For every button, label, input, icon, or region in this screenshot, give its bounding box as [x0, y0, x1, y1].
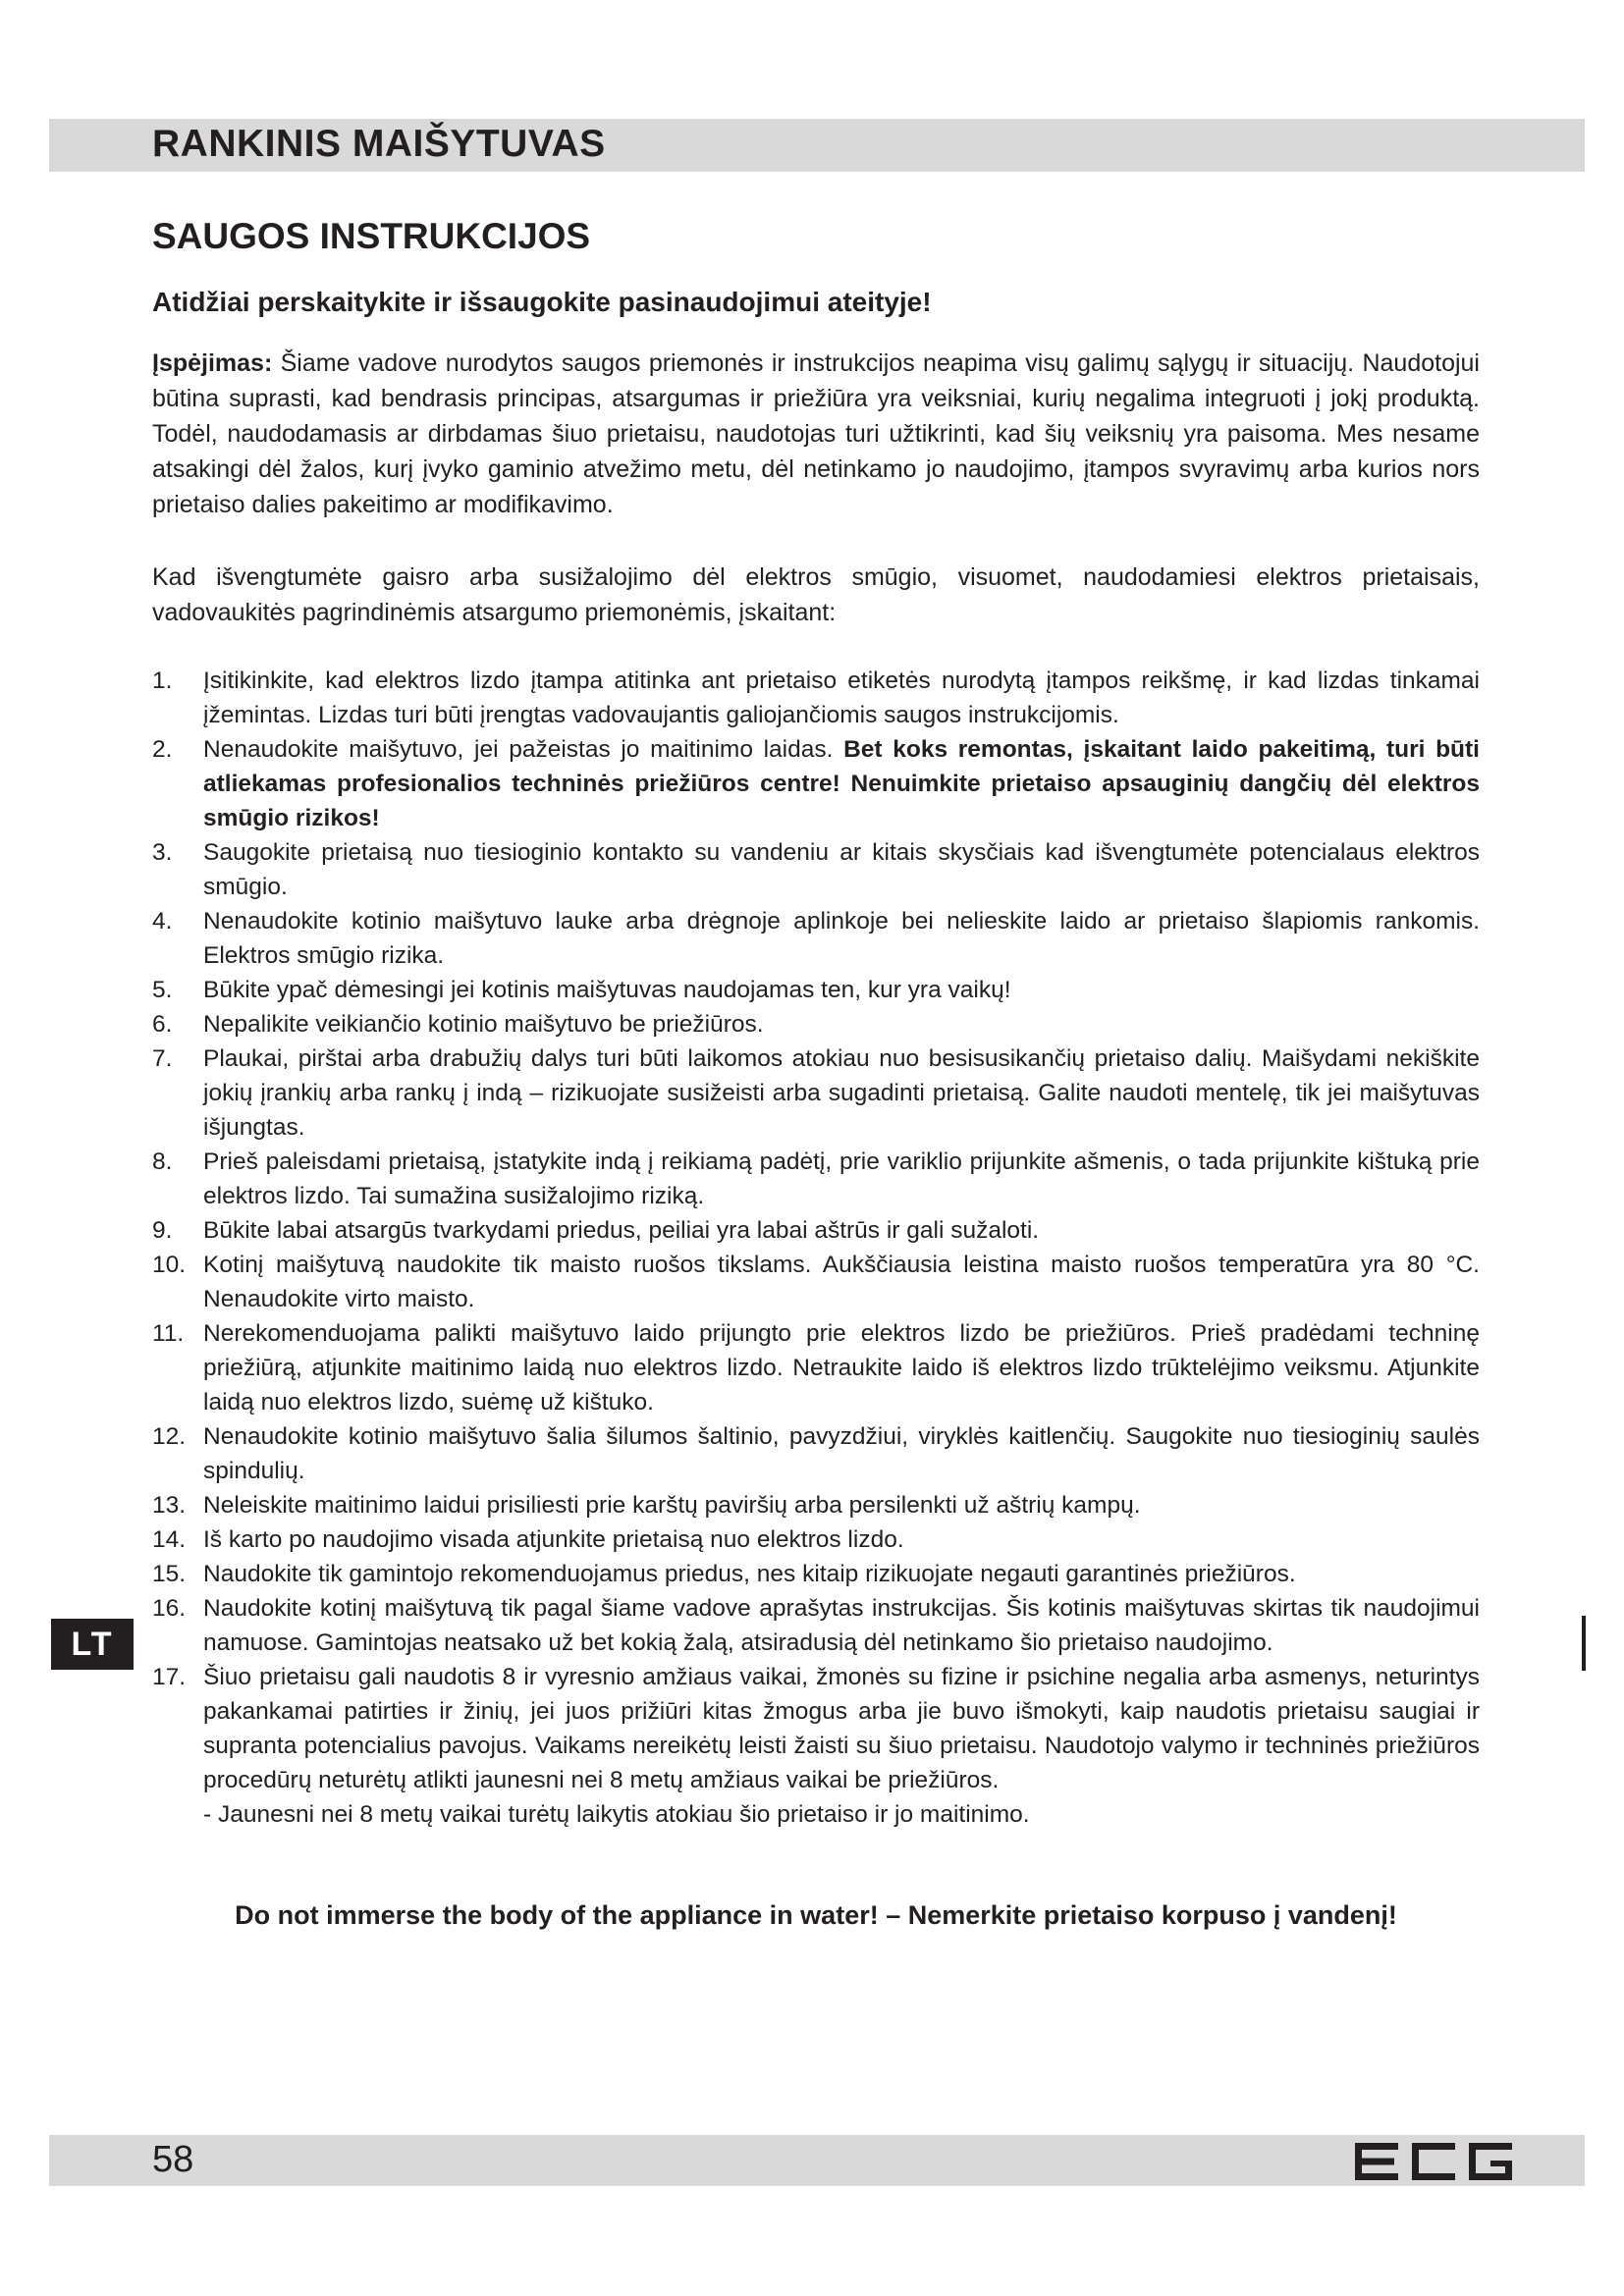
list-item — [152, 904, 1480, 973]
list-item — [152, 1419, 1480, 1488]
item-text: Neleiskite maitinimo laidui prisiliesti prie karštų paviršių arba persilenkti už aštrių kampų. — [203, 1492, 1141, 1519]
ecg-logo — [1355, 2143, 1512, 2180]
list-item — [152, 1041, 1480, 1145]
item-text: Būkite labai atsargūs tvarkydami priedus, peiliai yra labai aštrūs ir gali sužaloti. — [203, 1217, 1040, 1244]
intro-paragraph: Kad išvengtumėte gaisro arba susižalojimo dėl elektros smūgio, visuomet, naudodamiesi elektros prietaisais, vadovaukitės pagrindinėmis atsargumo priemonėmis, įskaitant: — [152, 563, 1480, 626]
item-text: Iš karto po naudojimo visada atjunkite prietaisą nuo elektros lizdo. — [203, 1526, 904, 1553]
item-text: Įsitikinkite, kad elektros lizdo įtampa atitinka ant prietaiso etiketės nurodytą įtampos reikšmę, ir kad lizdas tinkamai įžemintas. Lizdas turi būti įrengtas vadovaujantis galiojančiomis saugos instrukcijomis. — [203, 667, 1480, 728]
list-item — [152, 664, 1480, 732]
item-number: 10. — [152, 1252, 187, 1278]
item-text: Nerekomenduojama palikti maišytuvo laido prijungto prie elektros lizdo be priežiūros. Prieš pradėdami techninę priežiūrą, atjunkite maitinimo laidą nuo elektros lizdo. Netraukite laido iš elektros lizdo trūktelėjimo veiksmu. Atjunkite laidą nuo elektros lizdo, suėmę už kištuko. — [203, 1320, 1480, 1415]
item-text: Naudokite tik gamintojo rekomenduojamus priedus, nes kitaip rizikuojate negauti garantinės priežiūros. — [203, 1561, 1296, 1587]
list-item — [152, 1316, 1480, 1419]
item-text: Prieš paleisdami prietaisą, įstatykite indą į reikiamą padėtį, prie variklio prijunkite ašmenis, o tada prijunkite kištuką prie elektros lizdo. Tai sumažina susižalojimo riziką. — [203, 1148, 1480, 1209]
list-item — [152, 835, 1480, 904]
language-badge: LT — [51, 1619, 134, 1670]
list-item — [152, 1145, 1480, 1213]
list-item — [152, 1591, 1480, 1660]
item-subnote: - Jaunesni nei 8 metų vaikai turėtų laikytis atokiau šio prietaiso ir jo maitinimo. — [203, 1801, 1030, 1828]
item-text: Naudokite kotinį maišytuvą tik pagal šiame vadove aprašytas instrukcijas. Šis kotinis maišytuvas skirtas tik naudojimui namuose. Gamintojas neatsako už bet kokią žalą, atsiradusią dėl netinkamo šio prietaiso naudojimo. — [203, 1595, 1480, 1656]
item-number: 15. — [152, 1561, 187, 1587]
list-item — [152, 1248, 1480, 1316]
item-text: Kotinį maišytuvą naudokite tik maisto ruošos tikslams. Aukščiausia leistina maisto ruošos temperatūra yra 80 °C. Nenaudokite virto maisto. — [203, 1252, 1480, 1312]
item-number: 7. — [152, 1045, 173, 1072]
list-item — [152, 732, 1480, 835]
item-number: 6. — [152, 1011, 173, 1038]
item-number: 2. — [152, 736, 173, 763]
item-number: 17. — [152, 1664, 187, 1690]
item-text: Nenaudokite kotinio maišytuvo šalia šilumos šaltinio, pavyzdžiui, viryklės kaitlenčių. Saugokite nuo tiesioginių saulės spindulių. — [203, 1423, 1480, 1484]
list-item — [152, 1007, 1480, 1041]
safety-list — [152, 664, 1480, 1832]
item-bold-text: Bet koks remontas, įskaitant laido pakeitimą, turi būti atliekamas profesionalios techninės priežiūros centre! Nenuimkite prietaiso apsauginių dangčių dėl elektros smūgio rizikos! — [203, 736, 1480, 831]
warning-paragraph — [152, 346, 1480, 522]
item-number: 4. — [152, 908, 173, 934]
item-number: 5. — [152, 977, 173, 1003]
item-number: 11. — [152, 1320, 185, 1347]
item-text: Nenaudokite kotinio maišytuvo lauke arba drėgnoje aplinkoje bei nelieskite laido ar prietaiso šlapiomis rankomis. Elektros smūgio rizika. — [203, 908, 1480, 969]
item-text: Nenaudokite maišytuvo, jei pažeistas jo maitinimo laidas. — [203, 736, 844, 763]
item-number: 12. — [152, 1423, 187, 1450]
list-item — [152, 973, 1480, 1007]
item-number: 3. — [152, 839, 173, 866]
list-item — [152, 1557, 1480, 1591]
section-title: SAUGOS INSTRUKCIJOS — [152, 216, 591, 256]
item-number: 16. — [152, 1595, 187, 1622]
item-text: Nepalikite veikiančio kotinio maišytuvo be priežiūros. — [203, 1011, 764, 1038]
list-item — [152, 1660, 1480, 1832]
warning-text: Šiame vadove nurodytos saugos priemonės ir instrukcijos neapima visų galimų sąlygų ir situacijų. Naudotojui būtina suprasti, kad bendrasis principas, atsargumas ir priežiūra yra veiksniai, kurių negalima integruoti į jokį produktą. Todėl, naudodamasis ar dirbdamas šiuo prietaisu, naudotojas turi užtikrinti, kad šių veiksnių yra paisoma. Mes nesame atsakingi dėl žalos, kurį įvyko gaminio atvežimo metu, dėl netinkamo jo naudojimo, įtampos svyravimų arba kurios nors prietaiso dalies pakeitimo ar modifikavimo. — [152, 349, 1480, 518]
page-number: 58 — [152, 2139, 194, 2180]
subtitle: Atidžiai perskaitykite ir išsaugokite pasinaudojimui ateityje! — [152, 287, 932, 317]
page-title: RANKINIS MAIŠYTUVAS — [152, 123, 606, 165]
item-number: 1. — [152, 667, 173, 694]
item-text: Šiuo prietaisu gali naudotis 8 ir vyresnio amžiaus vaikai, žmonės su fizine ir psichine negalia arba asmenys, neturintys pakankamai patirties ir žinių, jei juos prižiūri kitas žmogus arba jie buvo išmokyti, kaip naudotis prietaisu saugiai ir supranta potencialius pavojus. Vaikams nereikėtų leisti žaisti su šiuo prietaisu. Naudotojo valymo ir techninės priežiūros procedūrų neturėtų atlikti jaunesni nei 8 metų amžiaus vaikai be priežiūros. — [203, 1664, 1480, 1793]
item-text: Saugokite prietaisą nuo tiesioginio kontakto su vandeniu ar kitais skysčiais kad išvengtumėte potencialaus elektros smūgio. — [203, 839, 1480, 900]
list-item — [152, 1488, 1480, 1522]
header-bar — [49, 119, 1585, 172]
list-item — [152, 1213, 1480, 1248]
footer-bar — [49, 2135, 1585, 2186]
item-number: 8. — [152, 1148, 173, 1175]
item-text: Būkite ypač dėmesingi jei kotinis maišytuvas naudojamas ten, kur yra vaikų! — [203, 977, 1011, 1003]
item-number: 13. — [152, 1492, 187, 1519]
list-item — [152, 1522, 1480, 1557]
item-text: Plaukai, pirštai arba drabužių dalys turi būti laikomos atokiau nuo besisusikančių prietaiso dalių. Maišydami nekiškite jokių įrankių arba rankų į indą – rizikuojate susižeisti arba sugadinti prietaisą. Galite naudoti mentelę, tik jei maišytuvas išjungtas. — [203, 1045, 1480, 1141]
warning-label: Įspėjimas: — [152, 349, 273, 377]
item-number: 14. — [152, 1526, 187, 1553]
item-number: 9. — [152, 1217, 173, 1244]
logo-mark — [1355, 2143, 1512, 2180]
side-marker — [1582, 1616, 1586, 1671]
immerse-warning: Do not immerse the body of the appliance in water! – Nemerkite prietaiso korpuso į vandenį! — [235, 1900, 1397, 1930]
